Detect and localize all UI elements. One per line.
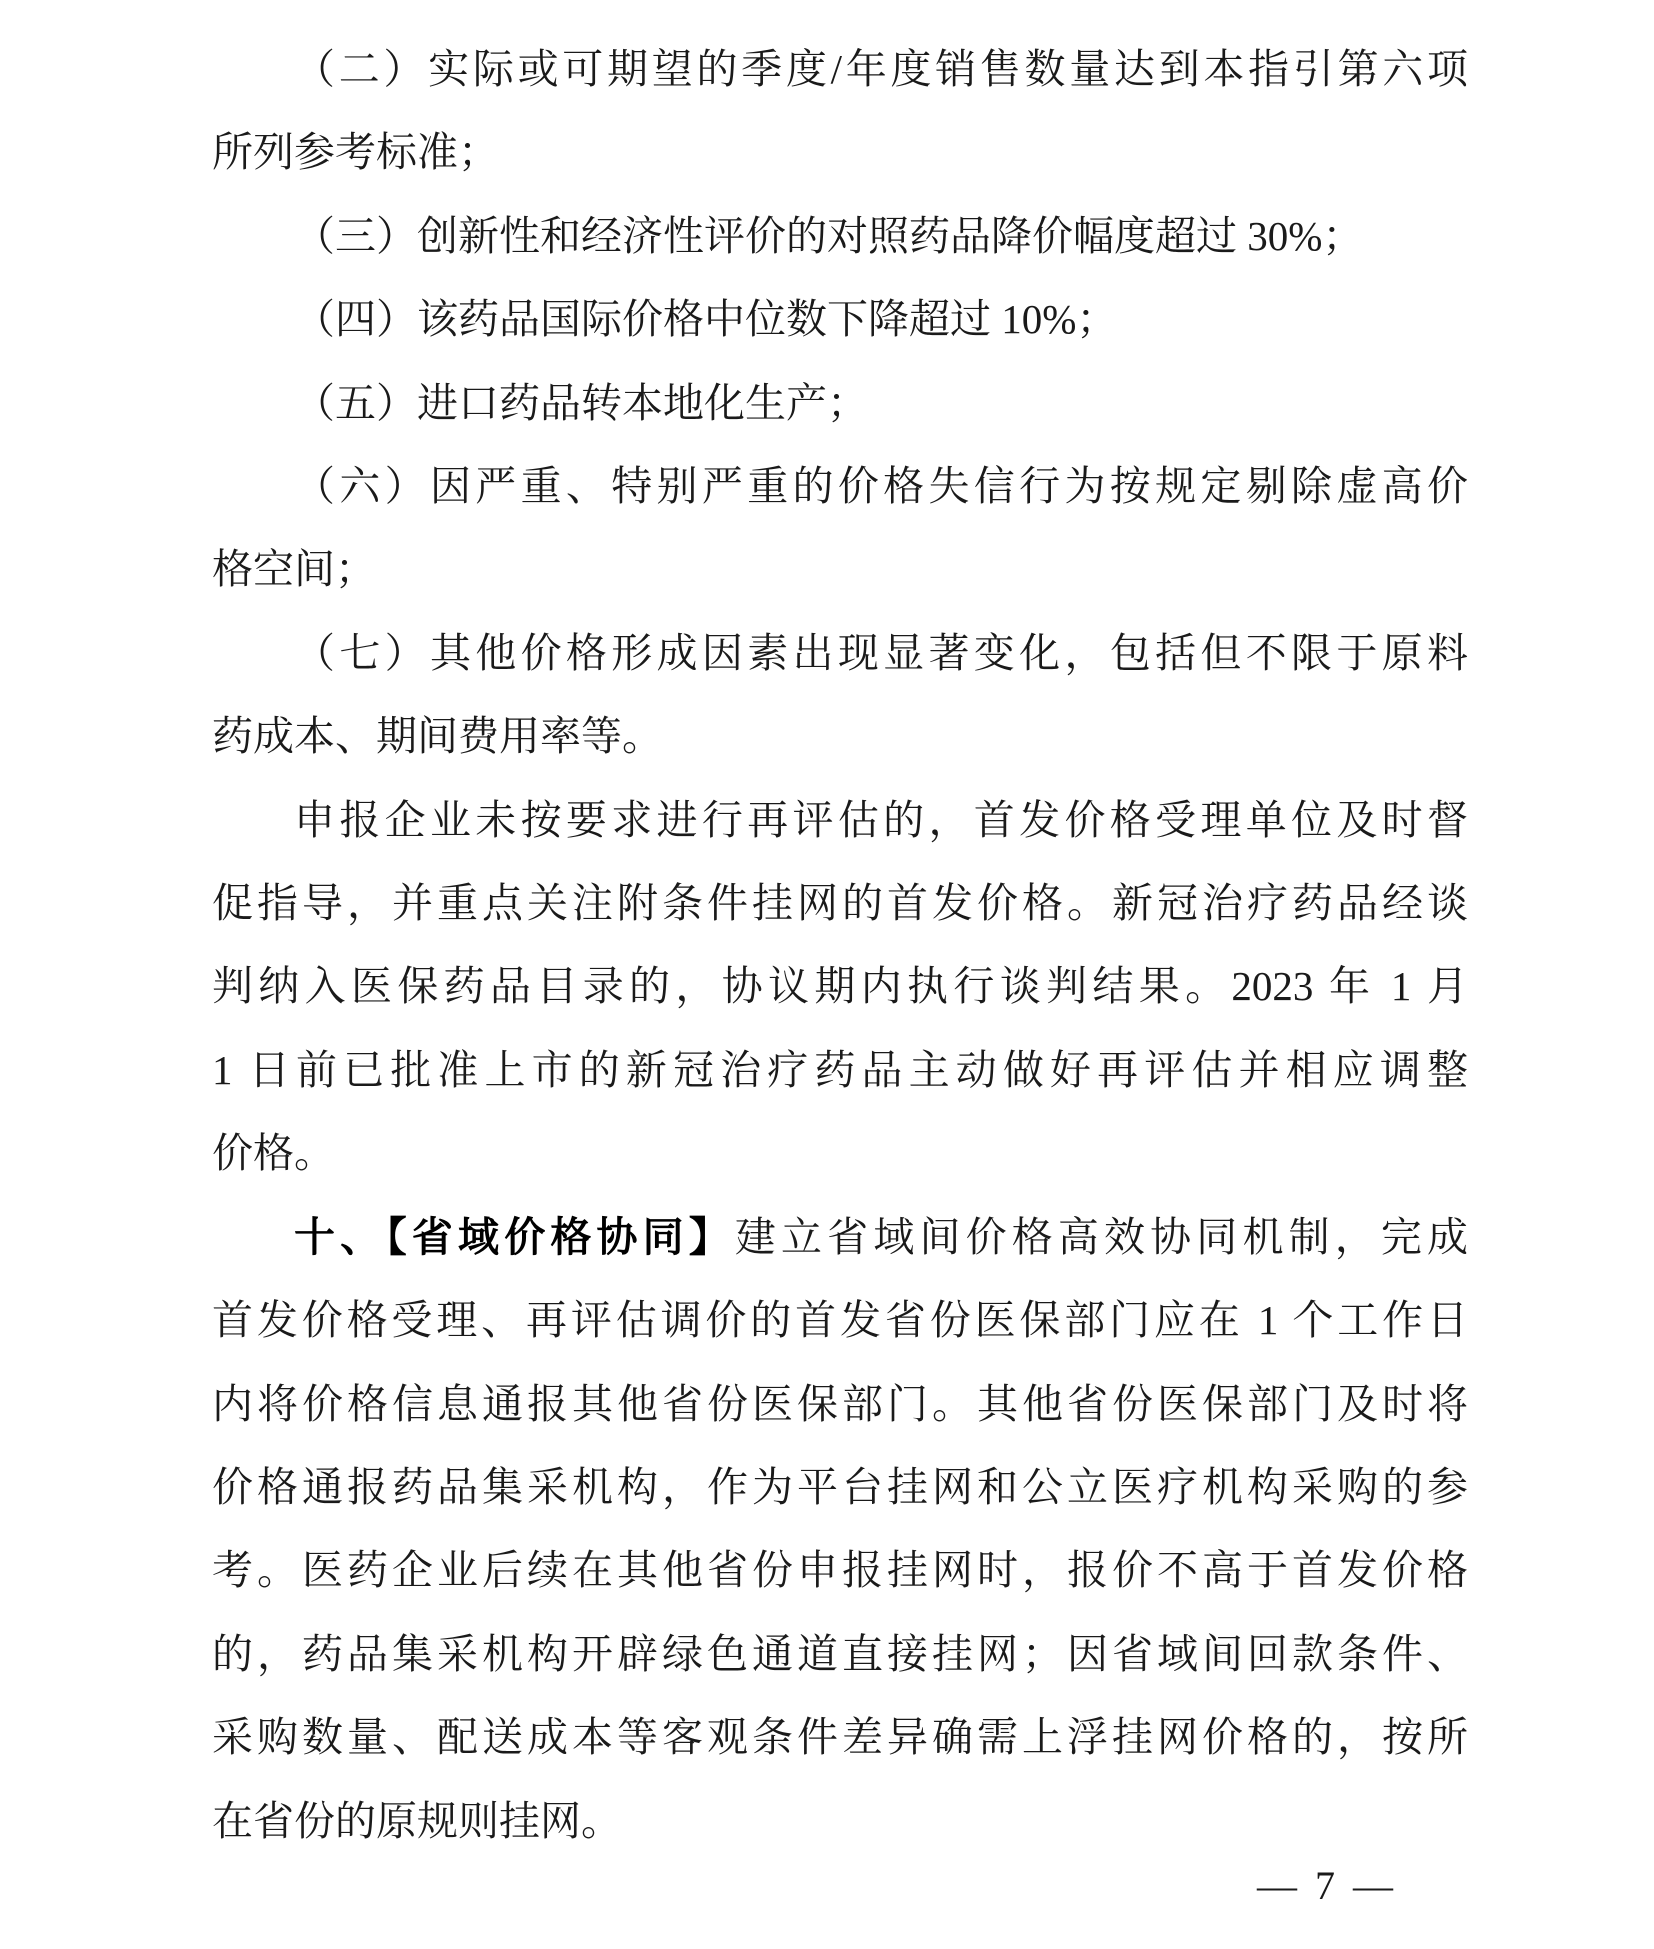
text-line: （三）创新性和经济性评价的对照药品降价幅度超过 30%； (294, 212, 1364, 259)
text-line: 在省份的原规则挂网。 (212, 1797, 622, 1844)
text-line: 采购数量、配送成本等客观条件差异确需上浮挂网价格的，按所 (212, 1714, 1468, 1761)
text-line: 价格通报药品集采机构，作为平台挂网和公立医疗机构采购的参 (212, 1463, 1468, 1510)
text-line: （六）因严重、特别严重的价格失信行为按规定剔除虚高价 (294, 463, 1468, 510)
text-line: 格空间； (212, 546, 376, 593)
text-line: 首发价格受理、再评估调价的首发省份医保部门应在 1 个工作日 (212, 1297, 1468, 1344)
text-line: 内将价格信息通报其他省份医保部门。其他省份医保部门及时将 (212, 1380, 1468, 1427)
text-line: 考。医药企业后续在其他省份申报挂网时，报价不高于首发价格 (212, 1547, 1468, 1594)
page-number: — 7 — (1257, 1863, 1397, 1908)
text-line: 申报企业未按要求进行再评估的，首发价格受理单位及时督 (294, 796, 1468, 843)
text-line: 判纳入医保药品目录的，协议期内执行谈判结果。2023 年 1 月 (212, 963, 1468, 1010)
section-10-heading-rest: 建立省域间价格高效协同机制，完成 (734, 1213, 1469, 1260)
text-line: 价格。 (212, 1130, 335, 1177)
text-line: （七）其他价格形成因素出现显著变化，包括但不限于原料 (294, 629, 1468, 676)
text-line: 的，药品集采机构开辟绿色通道直接挂网；因省域间回款条件、 (212, 1630, 1468, 1677)
section-heading-line (212, 1196, 1468, 1279)
text-line: （五）进口药品转本地化生产； (294, 379, 868, 426)
text-line: （四）该药品国际价格中位数下降超过 10%； (294, 296, 1118, 343)
text-line: 1 日前已批准上市的新冠治疗药品主动做好再评估并相应调整 (212, 1046, 1468, 1093)
document-body (212, 28, 1468, 1863)
section-10-heading: 十、【省域价格协同】 (294, 1213, 735, 1260)
text-line: 促指导，并重点关注附条件挂网的首发价格。新冠治疗药品经谈 (212, 880, 1468, 927)
text-line: （二）实际或可期望的季度/年度销售数量达到本指引第六项 (294, 46, 1468, 92)
text-line: 所列参考标准； (212, 129, 499, 176)
text-line: 药成本、期间费用率等。 (212, 713, 663, 760)
